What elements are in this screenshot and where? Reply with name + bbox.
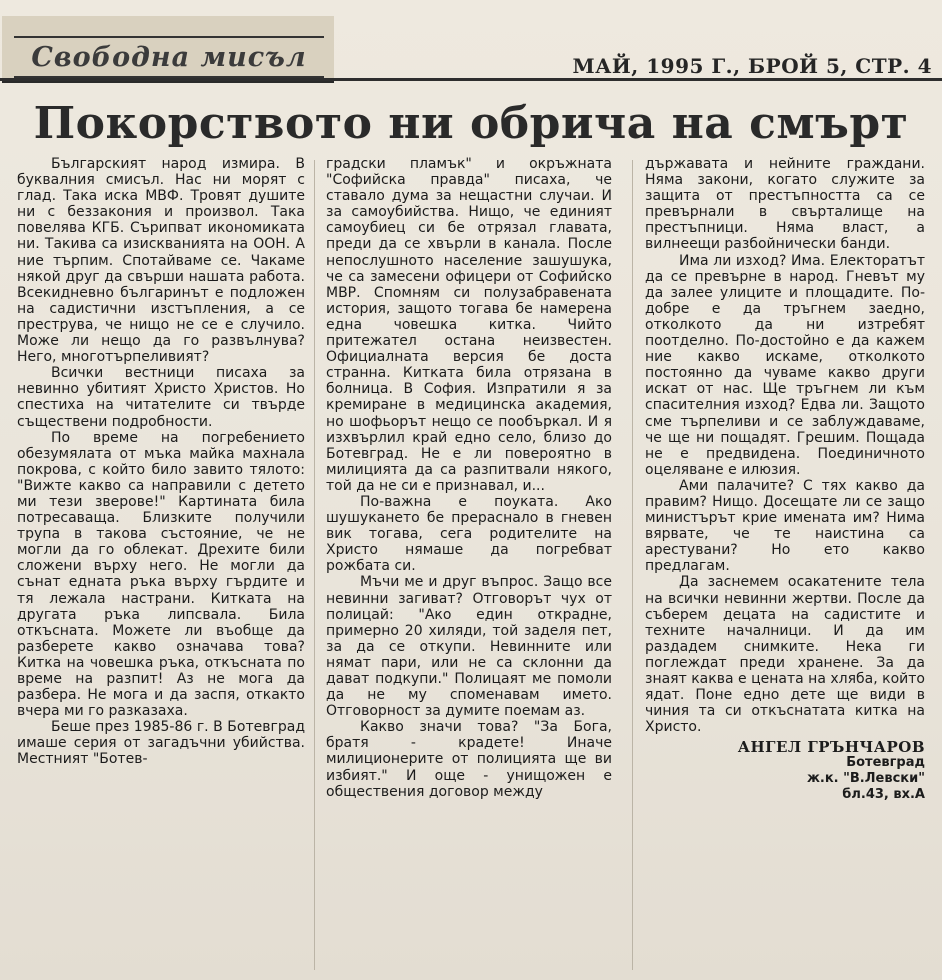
header-rule	[0, 78, 942, 81]
newspaper-name: Свободна мисъл	[14, 36, 324, 78]
paragraph: Да заснемем осакатените тела на всички невинни жертви. После да съберем децата на садистите и техните началници. И да им раздадем снимките. Нека ги поглеждат преди хранене. За да знаят каква е цената на хляба, който ядат. Поне едно дете ще види в чиния та си откъснатата китка на Христо.	[645, 574, 925, 736]
author-address-line1: ж.к. "В.Левски"	[806, 771, 925, 787]
column-3	[645, 156, 925, 803]
author-name: АНГЕЛ ГРЪНЧАРОВ	[737, 738, 925, 757]
author-city: Ботевград	[846, 755, 925, 771]
paragraph: Всички вестници писаха за невинно убитият Христо Христов. Но спестиха на читателите си твърде съществени подробности.	[17, 365, 305, 430]
paragraph: Ами палачите? С тях какво да правим? Нищо. Досещате ли се защо министърът крие имената им? Нима вярвате, че те наистина са арестувани? Но ето какво предлагам.	[645, 477, 925, 575]
signature	[645, 739, 925, 803]
paragraph: По време на погребението обезумялата от мъка майка махнала покрова, с който било завито тялото: "Вижте какво са направили с детето ми тези зверове!" Картината била потресаваща. Близките получили трупа в такова състояние, че не могли да го облекат. Дрехите били сложени върху него. Не могли да сънат едната ръка върху гърдите и тя лежала настрани. Китката на другата ръка липсвала. Била откъсната. Можете ли въобще да разберете какво означава това? Китка на човешка ръка, откъсната по време на разпит! Аз не мога да разбера. Не мога и да заспя, откакто вчера ми го разказаха.	[17, 429, 305, 720]
paragraph: държавата и нейните граждани. Няма закони, когато служите за защита от престъпността са се превърнали в свърталище на престъпници. Няма власт, а вилнеещи разбойнически банди.	[645, 156, 925, 253]
paragraph: Мъчи ме и друг въпрос. Защо все невинни загиват? Отговорът чух от полицай: "Ако един открадне, примерно 20 хиляди, той заделя пет, за да се откупи. Невинните или нямат пари, или не са склонни да дават подкупи." Полицаят ме помоли да не му споменавам името. Отговорност за думите поемам аз.	[326, 574, 612, 720]
paragraph: По-важна е поуката. Ако шушукането бе прераснало в гневен вик тогава, сега родителите на Христо нямаше да погребват рожбата си.	[326, 493, 612, 575]
paragraph: Българският народ измира. В буквалния смисъл. Нас ни морят с глад. Така иска МВФ. Тровят душите ни с беззакония и произвол. Така повелява КГБ. Сърипват икономиката ни. Такива са изискванията на ООН. А ние търпим. Спотайваме се. Чакаме някой друг да свърши нашата работа. Всекидневно българинът е подложен на садистични изстъпления, а се преструва, че нищо не се е случило. Може ли нещо да го развълнува? Него, многотърпеливият?	[17, 156, 305, 366]
paragraph: градски пламък" и окръжната "Софийска правда" писаха, че ставало дума за нещастни случаи. И за самоубийства. Нищо, че единият самоубиец си бе отрязал главата, преди да се хвърли в канала. После непослушното население зашушука, че са замесени офицери от Софийско МВР. Спомням си полузабравената история, защото тогава бе намерена една човешка китка. Чийто притежател остана неизвестен. Официалната версия бе доста странна. Китката била отрязана в болница. В София. Изпратили я за кремиране в медицинска академия, но шофьорът нещо се пообъркал. И я изхвърлил край едно село, близо до Ботевград. Не е ли повероятно в милицията да са разпитвали някого, той да не си е признавал, и...	[326, 156, 612, 494]
article-headline: Покорството ни обрича на смърт	[33, 98, 909, 149]
author-address-line2: бл.43, вх.А	[842, 787, 925, 803]
issue-info: МАЙ, 1995 Г., БРОЙ 5, СТР. 4	[572, 54, 932, 78]
paragraph: Какво значи това? "За Бога, братя - крадете! Иначе милиционерите от полицията ще ви избият." И още - унищожен е обществения договор между	[326, 719, 612, 800]
article-body	[0, 156, 942, 980]
column-1	[17, 156, 305, 768]
column-2	[326, 156, 612, 800]
paragraph: Беше през 1985-86 г. В Ботевград имаше серия от загадъчни убийства. Местният "Ботев-	[17, 719, 305, 768]
paragraph: Има ли изход? Има. Електоратът да се превърне в народ. Гневът му да залее улиците и площадите. По-добре е да тръгнем заедно, отколкото да ни изтребят поотделно. По-достойно е да кажем ние какво искаме, отколкото постоянно да чуваме какво други искат от нас. Ще тръгнем ли към спасителния изход? Едва ли. Защото сме търпеливи и се заблуждаваме, че ще ни пощадят. Грешим. Пощада не е предвидена. Поединичното оцеляване е илюзия.	[645, 252, 925, 478]
